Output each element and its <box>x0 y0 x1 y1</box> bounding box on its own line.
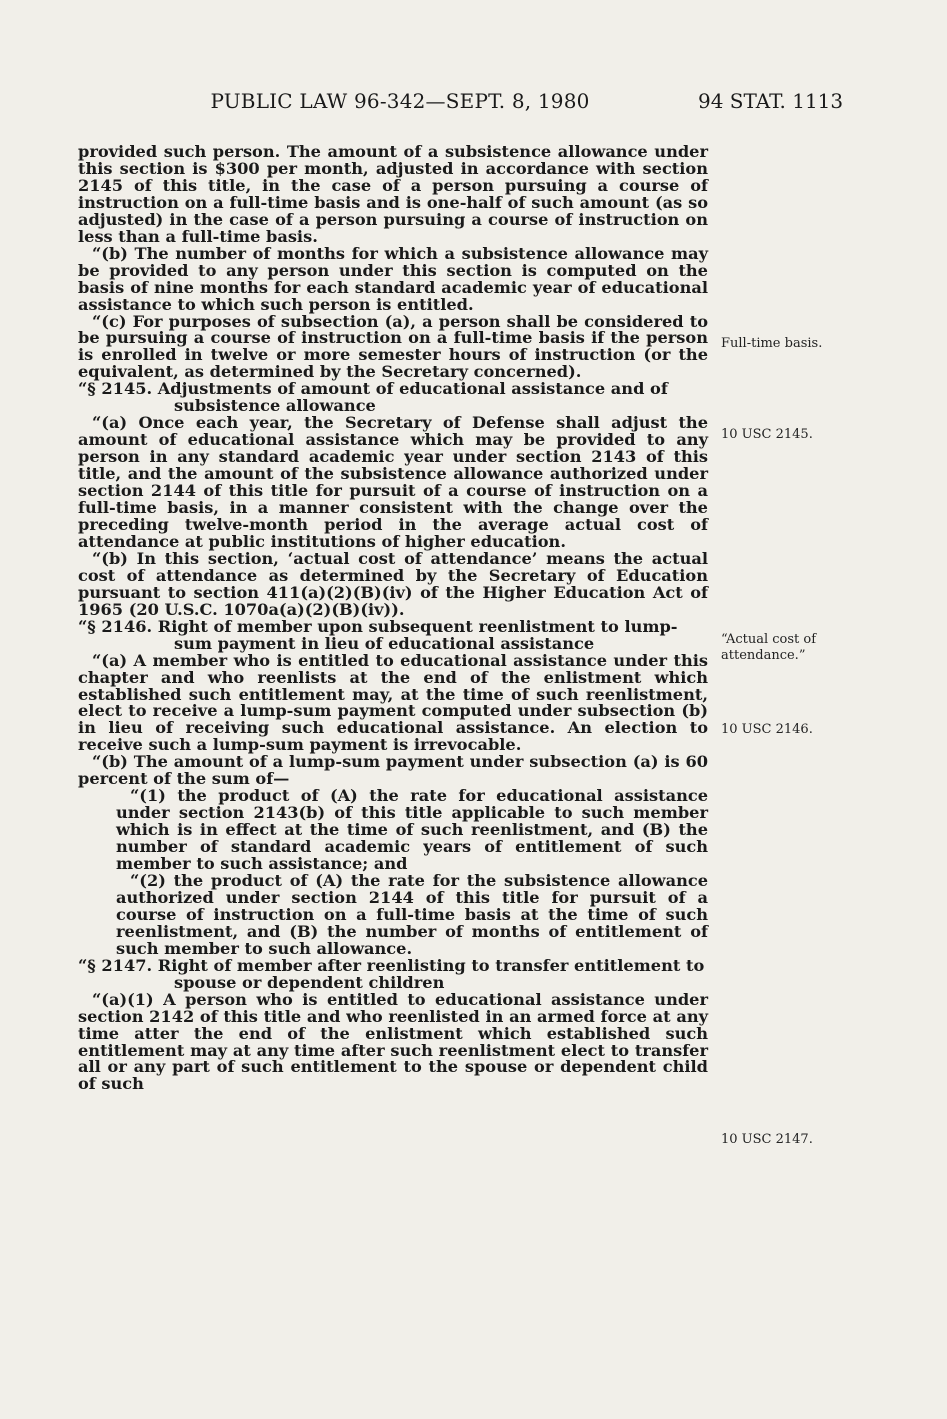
section-2146-heading: “§ 2146. Right of member upon subsequent reenlistment to lump-sum payment in lieu of educational assistance <box>78 616 678 653</box>
paragraph-2147-a-1: “(a)(1) A person who is entitled to educational assistance under section 2142 of this title and who reenlisted in an armed force at any time atter the end of the enlistment which established such entitlement may at any time after such reenlistment elect to transfer all or any part of such entitlement to the spouse or dependent child of such <box>78 989 708 1094</box>
margin-note-full-time-basis: Full-time basis. <box>721 336 823 351</box>
page-number-stat: 94 STAT. 1113 <box>698 89 844 113</box>
paragraph-2146-b-1: “(1) the product of (A) the rate for educational assistance under section 2143(b) of this title applicable to such member which is in effect at the time of such reenlistment, and (B) the number of standard academic years of entitlement of such member to such assistance; and <box>116 786 708 874</box>
document-body <box>78 144 708 1093</box>
paragraph-2146-b: “(b) The amount of a lump-sum payment under subsection (a) is 60 percent of the sum of— <box>78 752 708 789</box>
paragraph-2146-a: “(a) A member who is entitled to educational assistance under this chapter and who reenlists at the end of the enlistment which established such entitlement may, at the time of such reenlistment, elect to receive a lump-sum payment computed under subsection (b) in lieu of receiving such educational assistance. An election to receive such a lump-sum payment is irrevocable. <box>78 650 708 755</box>
margin-note-10-usc-2145: 10 USC 2145. <box>721 427 813 442</box>
margin-note-actual-cost-line1: “Actual cost of <box>721 632 817 647</box>
paragraph-continuation: provided such person. The amount of a subsistence allowance under this section is $300 per month, adjusted in accordance with section 2145 of this title, in the case of a person pursuing a course of instruction on a full-time basis and is one-half of such amount (as so adjusted) in the case of a person pursuing a course of instruction on less than a full-time basis. <box>78 142 708 246</box>
paragraph-2145-b: “(b) In this section, ‘actual cost of attendance’ means the actual cost of attendance as determined by the Secretary of Education pursuant to section 411(a)(2)(B)(iv) of the Higher Education Act of 1965 (20 U.S.C. 1070a(a)(2)(B)(iv)). <box>78 548 708 619</box>
paragraph-2145-a: “(a) Once each year, the Secretary of Defense shall adjust the amount of educational assistance which may be provided to any person in any standard academic year under section 2143 of this title, and the amount of the subsistence allowance authorized under section 2144 of this title for pursuit of a course of instruction on a full-time basis, in a manner consistent with the change over the preceding twelve-month period in the average actual cost of attendance at public institutions of higher education. <box>78 413 708 551</box>
margin-note-10-usc-2146: 10 USC 2146. <box>721 722 813 737</box>
section-2145-heading: “§ 2145. Adjustments of amount of educational assistance and of subsistence allowance <box>78 379 668 416</box>
paragraph-2146-b-2: “(2) the product of (A) the rate for the subsistence allowance authorized under section 2144 of this title for pursuit of a course of instruction on a full-time basis at the time of such reenlistment, and (B) the number of months of entitlement of such member to such allowance. <box>116 870 708 958</box>
paragraph-2144-c: “(c) For purposes of subsection (a), a person shall be considered to be pursuing a course of instruction on a full-time basis if the person is enrolled in twelve or more semester hours of instruction (or the equivalent, as determined by the Secretary concerned). <box>78 311 708 382</box>
paragraph-2144-b: “(b) The number of months for which a subsistence allowance may be provided to any person under this section is computed on the basis of nine months for each standard academic year of educational assistance to which such person is entitled. <box>78 243 708 314</box>
margin-note-actual-cost-line2: attendance.” <box>721 648 806 663</box>
section-2147-heading: “§ 2147. Right of member after reenlisting to transfer entitlement to spouse or dependent children <box>78 955 705 992</box>
margin-note-10-usc-2147: 10 USC 2147. <box>721 1132 813 1147</box>
page-header-title: PUBLIC LAW 96-342—SEPT. 8, 1980 <box>210 89 590 113</box>
